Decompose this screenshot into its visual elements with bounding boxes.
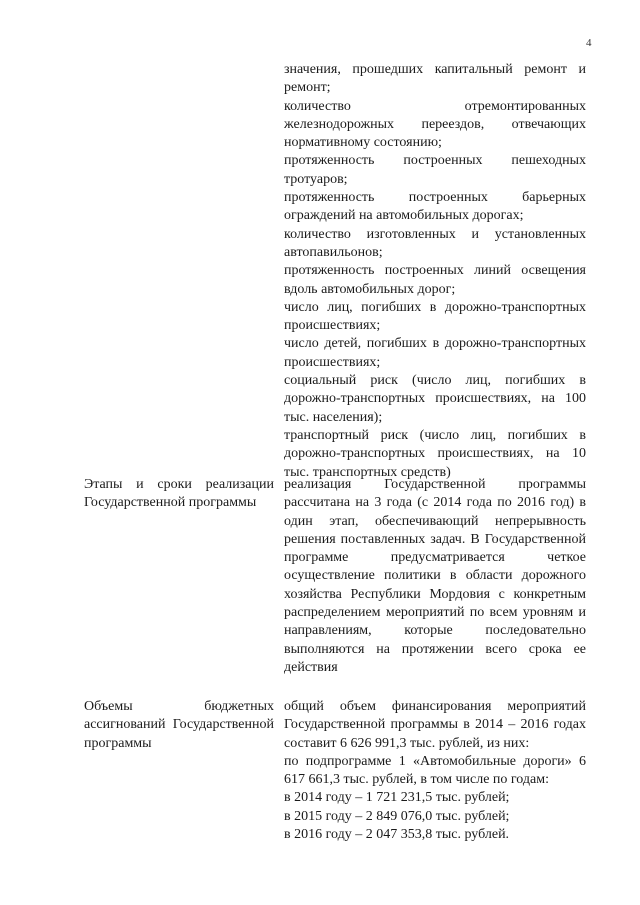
stages-label: Этапы и сроки реализации Государственной программы [84, 477, 274, 511]
indicator-item: транспортный риск (число лиц, погибших в дорожно-транспортных происшествиях, на 10 тыс. транспортных средств) [284, 427, 586, 480]
stages-text: реализация Государственной программы рассчитана на 3 года (с 2014 года по 2016 год) в один этап, обеспечивающий непрерывность решения поставленных задач. В Государственной программе предусматривается четкое осуществление политики в области дорожного хозяйства Республики Мордовия с конкретным распределением мероприятий по всем уровням и направлениям, которые последовательно выполняются на протяжении всего срока ее действия [284, 477, 586, 675]
indicator-item: протяженность построенных пешеходных тротуаров; [284, 153, 586, 187]
budget-label: Объемы бюджетных ассигнований Государственной программы [84, 699, 274, 751]
budget-item: в 2015 году – 2 849 076,0 тыс. рублей; [284, 808, 510, 824]
page-number: 4 [586, 37, 592, 49]
indicator-item: число лиц, погибших в дорожно-транспортных происшествиях; [284, 299, 586, 334]
indicator-item: число детей, погибших в дорожно-транспортных происшествиях; [284, 336, 586, 370]
budget-item: в 2016 году – 2 047 353,8 тыс. рублей. [284, 827, 510, 843]
stages-content [284, 476, 586, 677]
budget-item: в 2014 году – 1 721 231,5 тыс. рублей; [284, 790, 510, 806]
indicator-item: социальный риск (число лиц, погибших в дорожно-транспортных происшествиях, на 100 тыс. населения); [284, 373, 586, 425]
budget-item: по подпрограмме 1 «Автомобильные дороги» 6 617 661,3 тыс. рублей, в том числе по годам: [284, 753, 586, 788]
indicator-item: количество изготовленных и установленных автопавильонов; [284, 226, 586, 260]
indicator-item: протяженность построенных барьерных ограждений на автомобильных дорогах; [284, 190, 586, 224]
indicator-item: значения, прошедших капитальный ремонт и ремонт; [284, 62, 586, 96]
indicator-item: количество отремонтированных железнодорожных переездов, отвечающих нормативному состоянию; [284, 98, 586, 151]
budget-content [284, 698, 586, 844]
indicators-content [284, 61, 586, 482]
budget-item: общий объем финансирования мероприятий Государственной программы в 2014 – 2016 годах составит 6 626 991,3 тыс. рублей, из них: [284, 699, 586, 751]
indicator-item: протяженность построенных линий освещения вдоль автомобильных дорог; [284, 263, 586, 297]
